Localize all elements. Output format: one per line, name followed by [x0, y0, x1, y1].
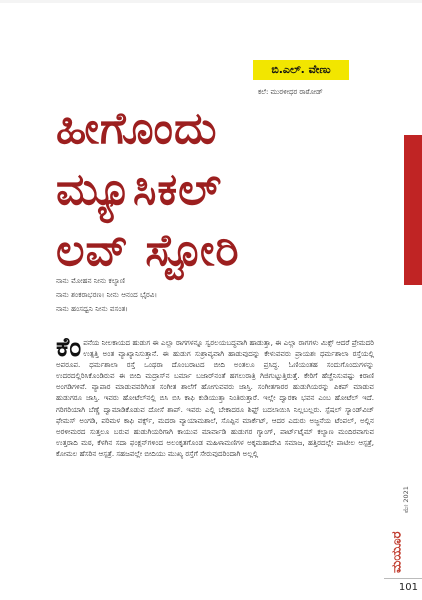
poem-line: ನಾನು ಮೋಹನ ನೀನು ಕಲ್ಯಾಣಿ — [56, 276, 126, 285]
page-number: 101 — [398, 582, 418, 593]
accent-bar — [404, 135, 422, 285]
issue-date: ಮೇ 2021 — [402, 486, 410, 514]
poem-line: ನಾನು ಹಂಸಧ್ವನಿ ನೀನು ವಸಂತ। — [56, 304, 129, 313]
top-divider — [0, 0, 422, 3]
magazine-name: ಮಯೂರ — [389, 531, 405, 573]
author-byline — [253, 60, 349, 80]
article-body — [56, 332, 374, 459]
article-headline — [56, 98, 376, 281]
headline-line-1: ಹೀಗೊಂದು — [56, 103, 218, 154]
headline-line-3: ಲವ್ ಸ್ಟೋರಿ — [56, 225, 240, 276]
article-paragraph: ಪನೆಯ ನೀಲಕಾಯದ ಹುಡುಗ ಈ ಎಲ್ಲಾ ರಾಗಗಳನ್ನೂ ಸ್ವರಲಯಬದ್ಧವಾಗಿ ಹಾಡುತ್ತಾ, ಈ ಎಲ್ಲಾ ರಾಗಗಳು ಮಿಕ್ಸ್ ಆದರೆ ಪ್ರೇಮದರಿ ಉತ್ಪತ್ತಿ ಅಂತ ವ್ಯಾಖ್ಯಾನಿಸುತ್ತಾನೆ. ಈ ಹುಡುಗ ಸುಶ್ರಾವ್ಯವಾಗಿ ಹಾಡುವುದನ್ನು ಕೇಳುವವರು ಪ್ರಾಯಶಃ ಧರ್ಮಶಾಲಾ ರಸ್ತೆಯಲ್ಲಿ ಅಪರೂಪ. ಧರ್ಮಶಾಲಾ ರಸ್ತೆ ಒಂಥರಾ ದೊಂಬರಾಟದ ಬೀದಿ ಅಂತಲೂ ಪ್ರಸಿದ್ಧ. ಓಣಿಯಂತಹ ಸಂದುಗೊಂದುಗಳನ್ನು ಉದರದಲ್ಲಿರಿಸಿಕೊಂಡಿರುವ ಈ ಬೀದಿ ಮದ್ರಾಸ್‌ನ ಬರ್ಮಾ ಬಜಾರ್‌ನಂತೆ ಹಗಲುರಾತ್ರಿ ಗಿಜಿಗುಟ್ಟುತ್ತಿರುತ್ತೆ. ಕೇರಿಗೆ ಹೆಚ್ಚೆನಿಸುವಷ್ಟು ಕಿರಾಣಿ ಅಂಗಡಿಗಳಿವೆ. ವ್ಯಾಪಾರ ಮಾಡುವವರಿಗಿಂತ ಸಂಗೀತ ಶಾಲೆಗೆ ಹೋಗುವವರು ಜಾಸ್ತಿ. ಸಂಗೀತಗಾರರ ಹುಡುಗಿಯರನ್ನು ಪಿಕಪ್ ಮಾಡುವ ಹುಡುಗರೂ ಜಾಸ್ತಿ. ಇವರು ಹೋಟೆಲ್‌ನಲ್ಲಿ ಬಿಸಿ ಬಿಸಿ ಕಾಫಿ ಕುಡಿಯುತ್ತಾ ನಿಂತಿರುತ್ತಾರೆ. ಇಲ್ಲೇ ದ್ವಾರಕಾ ಭವನ ಎಂಬ ಹೋಟೆಲ್ ಇದೆ. ಗರಿಗರಿಯಾಗಿ ಬೆಣ್ಣೆ ದ್ವಾಮಾಡಿಕೊಡುವ ದೋಸೆ ಶಾಪ್. ಇವರು ಎಲ್ಲಿ ಬೇಕಾದರೂ ಶಿಫ್ಟ್ ಬದಲಾಯಿಸಿ ನಿಲ್ಲಬಲ್ಲರು. ಸ್ಪೆಷಲ್ ಸ್ಯಾಂಡ್‌ವಿಚ್ ಫೇಮಸ್ ಅಂಗಡಿ, ಪರಿಮಳ ಕಾಫಿ ವರ್ಕ್ಸ್, ಮದರಾ ವ್ಯಾಯಾಮಶಾಲೆ, ಸೊಪ್ಪಿನ ಮಾರ್ಕೆಟ್, ಆದರ ಎದುರು ಅಜ್ಜನೆಯ ಟೆಂಪಲ್, ಅಲ್ಲಿನ ಅರಳೀಮರದ ಸುತ್ತಲೂ ಬರುವ ಹುಡುಗಿಯರಿಗಾಗಿ ಕಾಯುವ ಮಾರ್ವಾಡಿ ಹುಡುಗರ ಗ್ಯಾಂಗ್, ಪಾರ್ಟ್‌ಟೈಮ್ ಕಲ್ಯಾಣ ಮಂದಿರವಾಗುವ ಉತ್ತರಾದಿ ಮಠ, ಕೆಳಗಿನ ಸದಾ ಫಂಕ್ಷನ್‌ಗಳಿಂದ ಅಲಂಕೃತಗೊಂಡ ಮಹಿಳಾಮಣಿಗಳ ಅಕ್ಕಮಹಾದೇವಿ ಸಮಾಜ, ಹತ್ತಿರದಲ್ಲೇ ಪಾಟೀಲ ಆಸ್ಪತ್ರೆ, ಕೋಮಲ ಹೆಸರಿನ ಆಸ್ಪತ್ರೆ. ಸಹಜವಲ್ಲೇ ಬೀದಿಯು ಮುಖ್ಯ ರಸ್ತೆಗೆ ಸೇರುವುದರಿಂದಾಗಿ ಅಲ್ಲಲ್ಲಿ — [56, 338, 374, 458]
author-name: ಬಿ.ಎಲ್. ವೇಣು — [271, 63, 331, 76]
drop-cap: ಕೆಂ — [56, 332, 82, 363]
headline-line-2: ಮ್ಯೂಸಿಕಲ್ — [56, 164, 222, 215]
poem-line: ನಾನು ಶಂಕರಾಭರಣ। ನೀನು ಆನಂದ ಭೈರವಿ। — [56, 290, 158, 299]
footer-divider — [384, 578, 422, 579]
epigraph-poem — [56, 274, 356, 316]
art-credit: ಕಲೆ: ಮುರಳೀಧರ ರಾಠೋಡ್ — [258, 88, 323, 96]
